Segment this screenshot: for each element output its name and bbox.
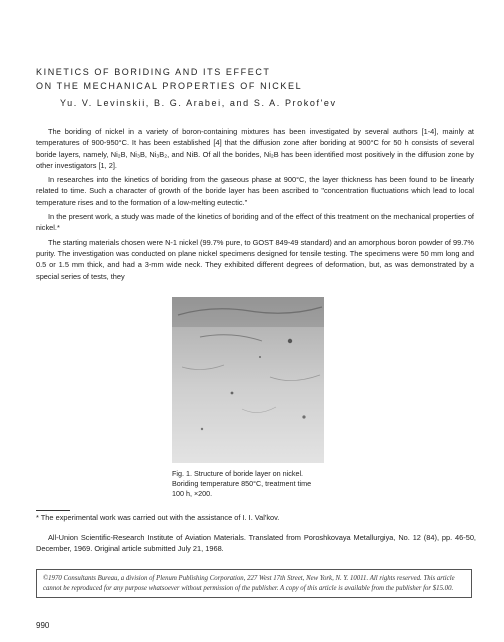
article-body	[36, 126, 474, 285]
article-authors: Yu. V. Levinskii, B. G. Arabei, and S. A. Prokof'ev	[60, 98, 337, 108]
caption-line: 100 h, ×200.	[172, 489, 213, 499]
body-paragraph: The boriding of nickel in a variety of boron-containing mixtures has been investigated by several authors [1-4], mainly at temperatures of 900-950°C. It has been established [4] that the diffusion zone after boriding at 900°C for 50 h consists of several boride layers, namely, Ni₂B, Ni₃B, Ni₃B₂, and NiB. Of all the borides, Ni₂B has been identified most positively in the diffusion zone by other investigators [1, 2].	[36, 127, 474, 170]
affiliation-block	[36, 532, 476, 555]
body-paragraph: The starting materials chosen were N-1 nickel (99.7% pure, to GOST 849-49 standard) and an amorphous boron powder of 99.7% purity. The investigation was conducted on plane nickel specimens designed for tensile testing. The specimens were 50 mm long and 0.5 or 1.5 mm thick, and had a 3-mm wide neck. They exhibited different degrees of deformation, but, as was demonstrated by a special series of tests, they	[36, 237, 474, 281]
page-number: 990	[36, 621, 50, 630]
micrograph-texture	[172, 297, 324, 463]
figure-caption	[172, 469, 372, 500]
footnote-divider	[36, 510, 70, 511]
caption-line: Fig. 1. Structure of boride layer on nickel.	[172, 469, 304, 478]
body-paragraph: In the present work, a study was made of the kinetics of boriding and of the effect of this treatment on the mechanical properties of nickel.*	[36, 212, 474, 233]
copyright-notice: ©1970 Consultants Bureau, a division of Plenum Publishing Corporation, 227 West 17th Street, New York, N. Y. 10011. All rights reserved. This article cannot be reproduced for any purpose whatsoever without permission of the publisher. A copy of this article is available from the publisher for $15.00.	[36, 569, 472, 598]
body-paragraph: In researches into the kinetics of boriding from the gaseous phase at 900°C, the layer thickness has been found to be linearly related to time. Such a character of growth of the boride layer has been ascribed to "concentration fluctuations which lead to local temperature rises and to the formation of a low-melting eutectic."	[36, 175, 474, 207]
article-title-line-2: ON THE MECHANICAL PROPERTIES OF NICKEL	[36, 81, 303, 91]
affiliation-text: All-Union Scientific-Research Institute of Aviation Materials. Translated from Poroshkovaya Metallurgiya, No. 12 (84), pp. 46-50, December, 1969. Original article submitted July 21, 1968.	[36, 533, 476, 554]
caption-line: Boriding temperature 850°C, treatment time	[172, 479, 312, 489]
article-title-line-1: KINETICS OF BORIDING AND ITS EFFECT	[36, 67, 271, 77]
micrograph-figure	[172, 297, 324, 463]
footnote: * The experimental work was carried out with the assistance of I. I. Val'kov.	[36, 513, 280, 522]
